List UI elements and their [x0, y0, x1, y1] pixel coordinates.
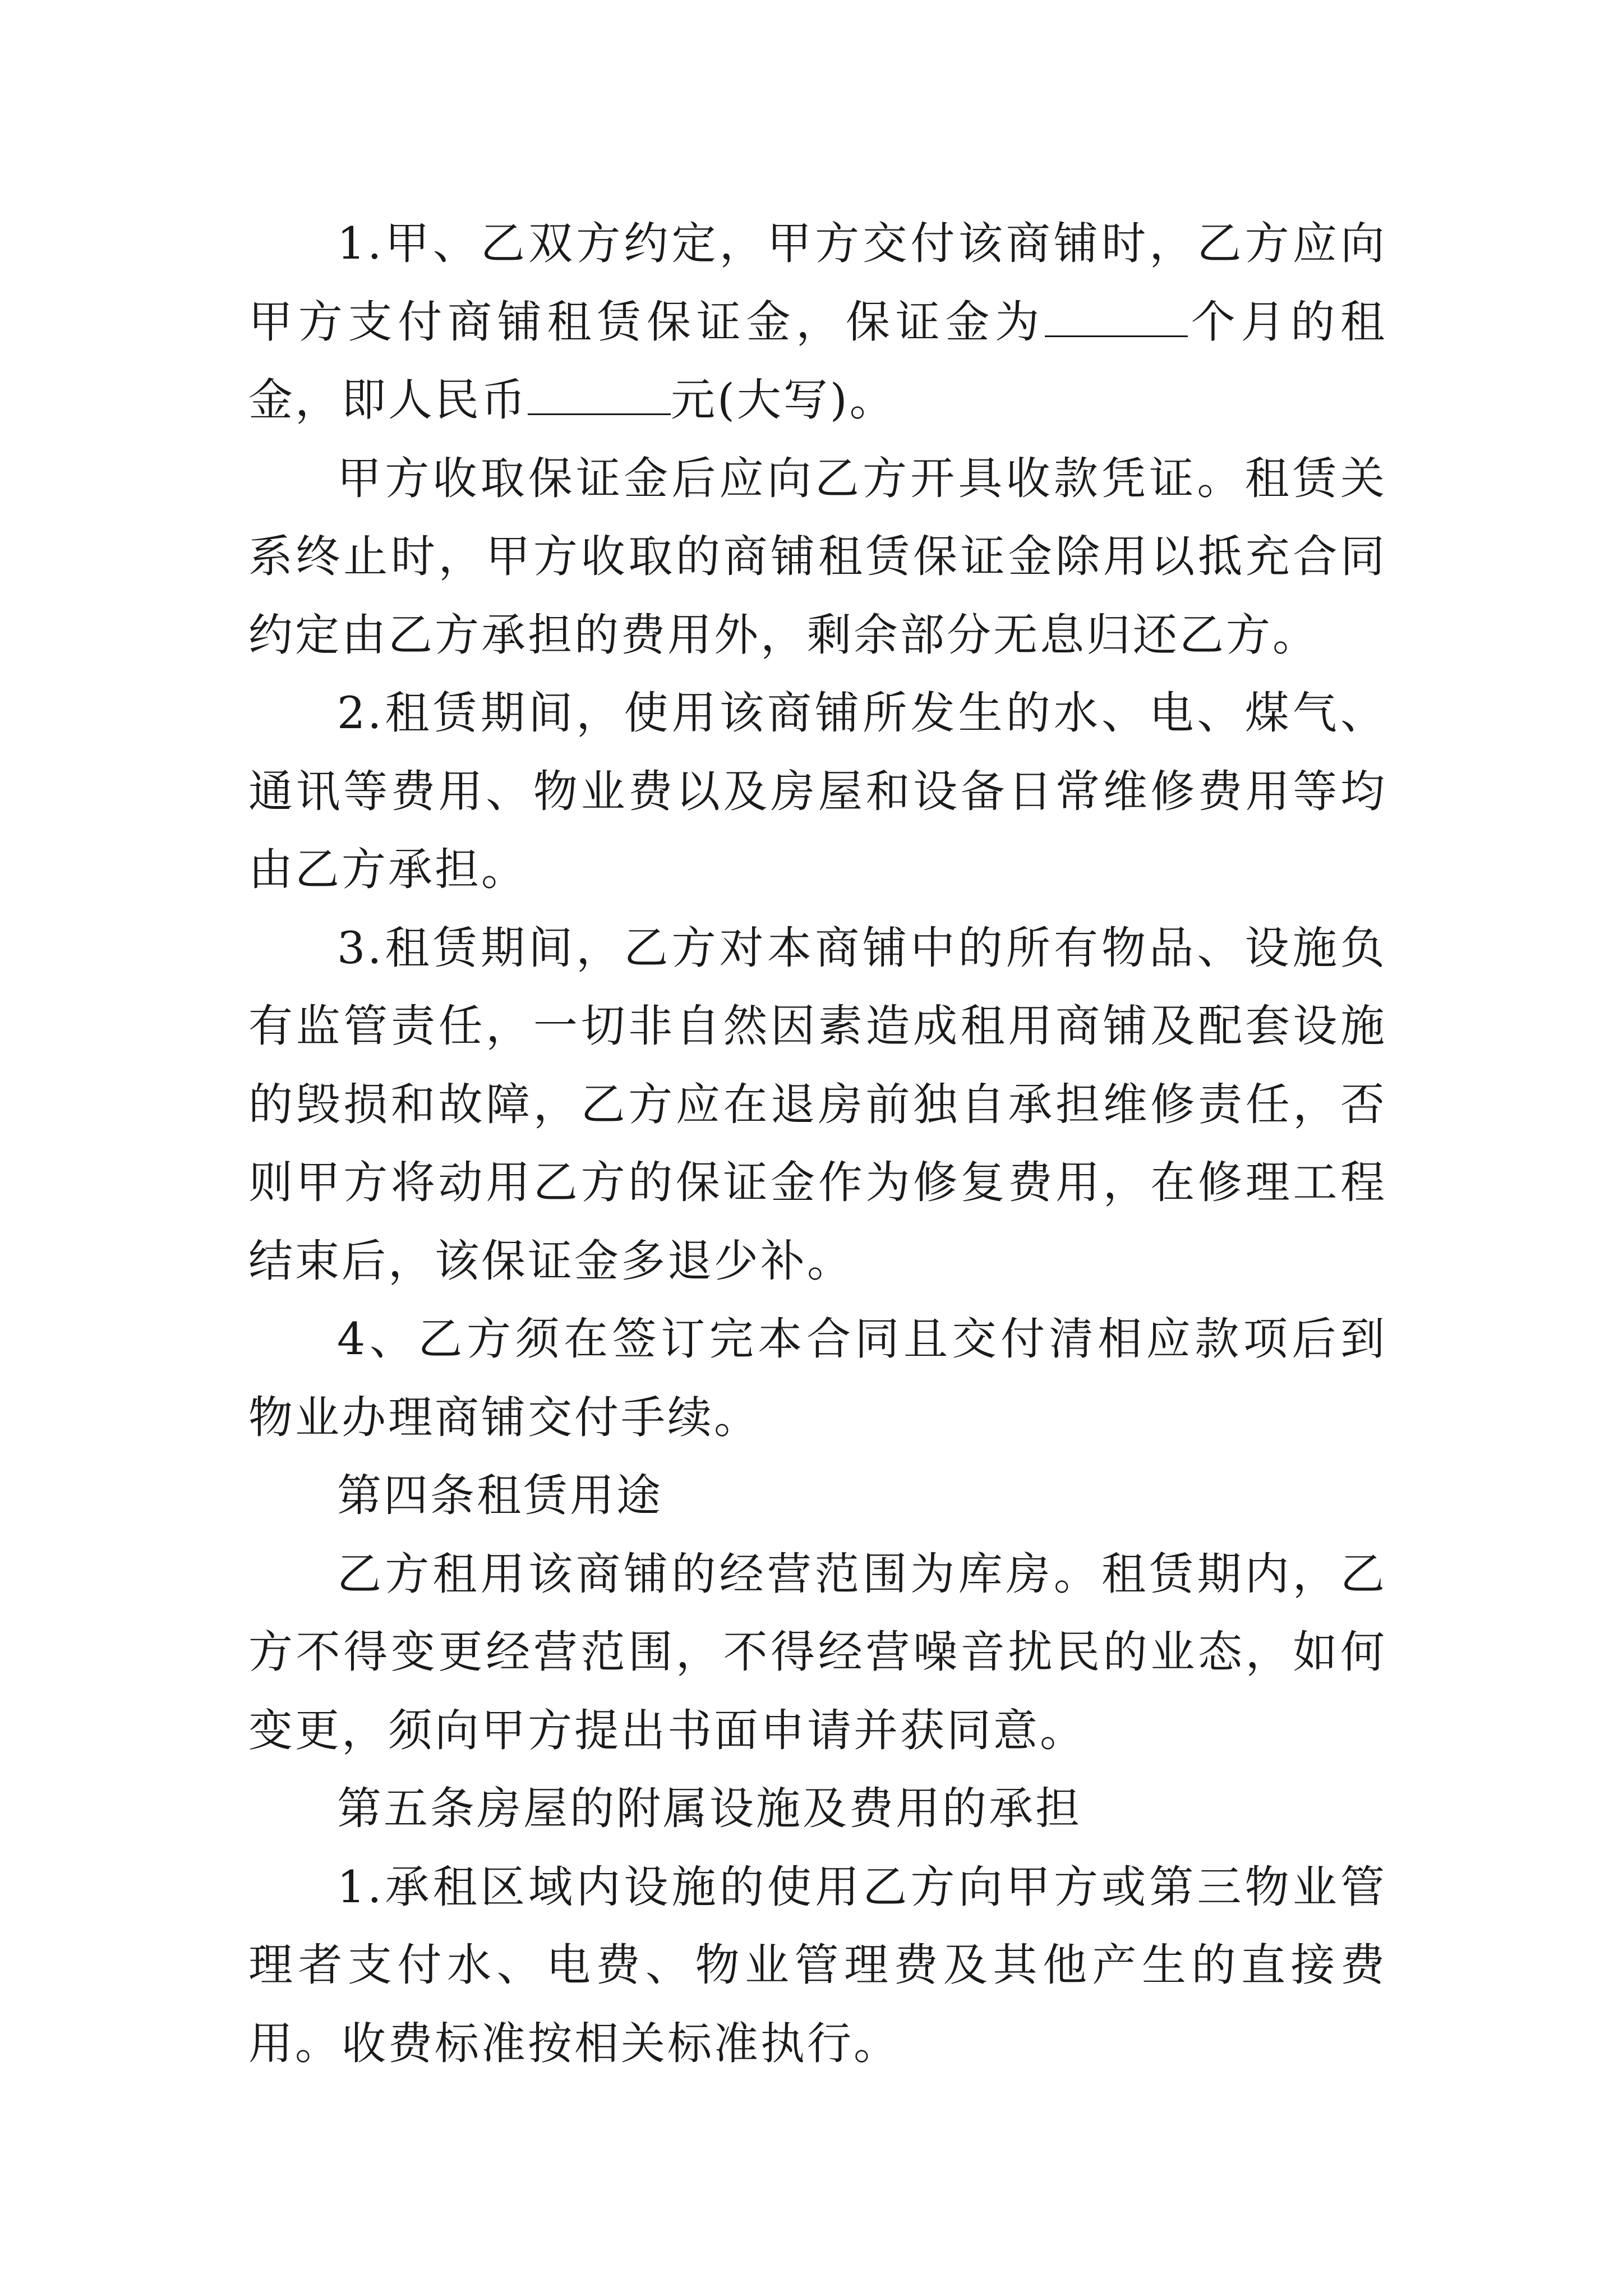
heading-article-4: 第四条租赁用途 [337, 1470, 663, 1521]
paragraph-utility-costs: 2.租赁期间，使用该商铺所发生的水、电、煤气、通讯等费用、物业费以及房屋和设备日常维修费用等均由乙方承担。 [248, 687, 1387, 895]
paragraph-deposit [248, 205, 1387, 440]
deposit-amount-blank [528, 380, 671, 415]
paragraph-usage: 乙方租用该商铺的经营范围为库房。租赁期内，乙方不得变更经营范围，不得经营噪音扰民的业态，如何变更，须向甲方提出书面申请并获同意。 [248, 1548, 1387, 1756]
heading-article-5: 第五条房屋的附属设施及费用的承担 [337, 1783, 1082, 1834]
deposit-text-1: 1.甲、乙双方约定，甲方交付该商铺时，乙方应向甲方支付商铺租赁保证金，保证金为 [248, 218, 1387, 348]
deposit-text-3: 元(大写)。 [671, 374, 896, 426]
paragraph-facility-fees: 1.承租区域内设施的使用乙方向甲方或第三物业管理者支付水、电费、物业管理费及其他产生的直接费用。收费标准按相关标准执行。 [248, 1861, 1387, 2069]
paragraph-handover: 4、乙方须在签订完本合同且交付清相应款项后到物业办理商铺交付手续。 [248, 1313, 1387, 1443]
paragraph-supervision: 3.租赁期间，乙方对本商铺中的所有物品、设施负有监管责任，一切非自然因素造成租用商铺及配套设施的毁损和故障，乙方应在退房前独自承担维修责任，否则甲方将动用乙方的保证金作为修复费用，在修理工程结束后，该保证金多退少补。 [248, 922, 1387, 1287]
deposit-text-2: 个月的租金，即人民币 [248, 296, 1387, 426]
document-body [248, 205, 1387, 2083]
paragraph-deposit-receipt: 甲方收取保证金后应向乙方开具收款凭证。租赁关系终止时，甲方收取的商铺租赁保证金除用以抵充合同约定由乙方承担的费用外，剩余部分无息归还乙方。 [248, 452, 1387, 661]
deposit-months-blank [1045, 302, 1188, 337]
